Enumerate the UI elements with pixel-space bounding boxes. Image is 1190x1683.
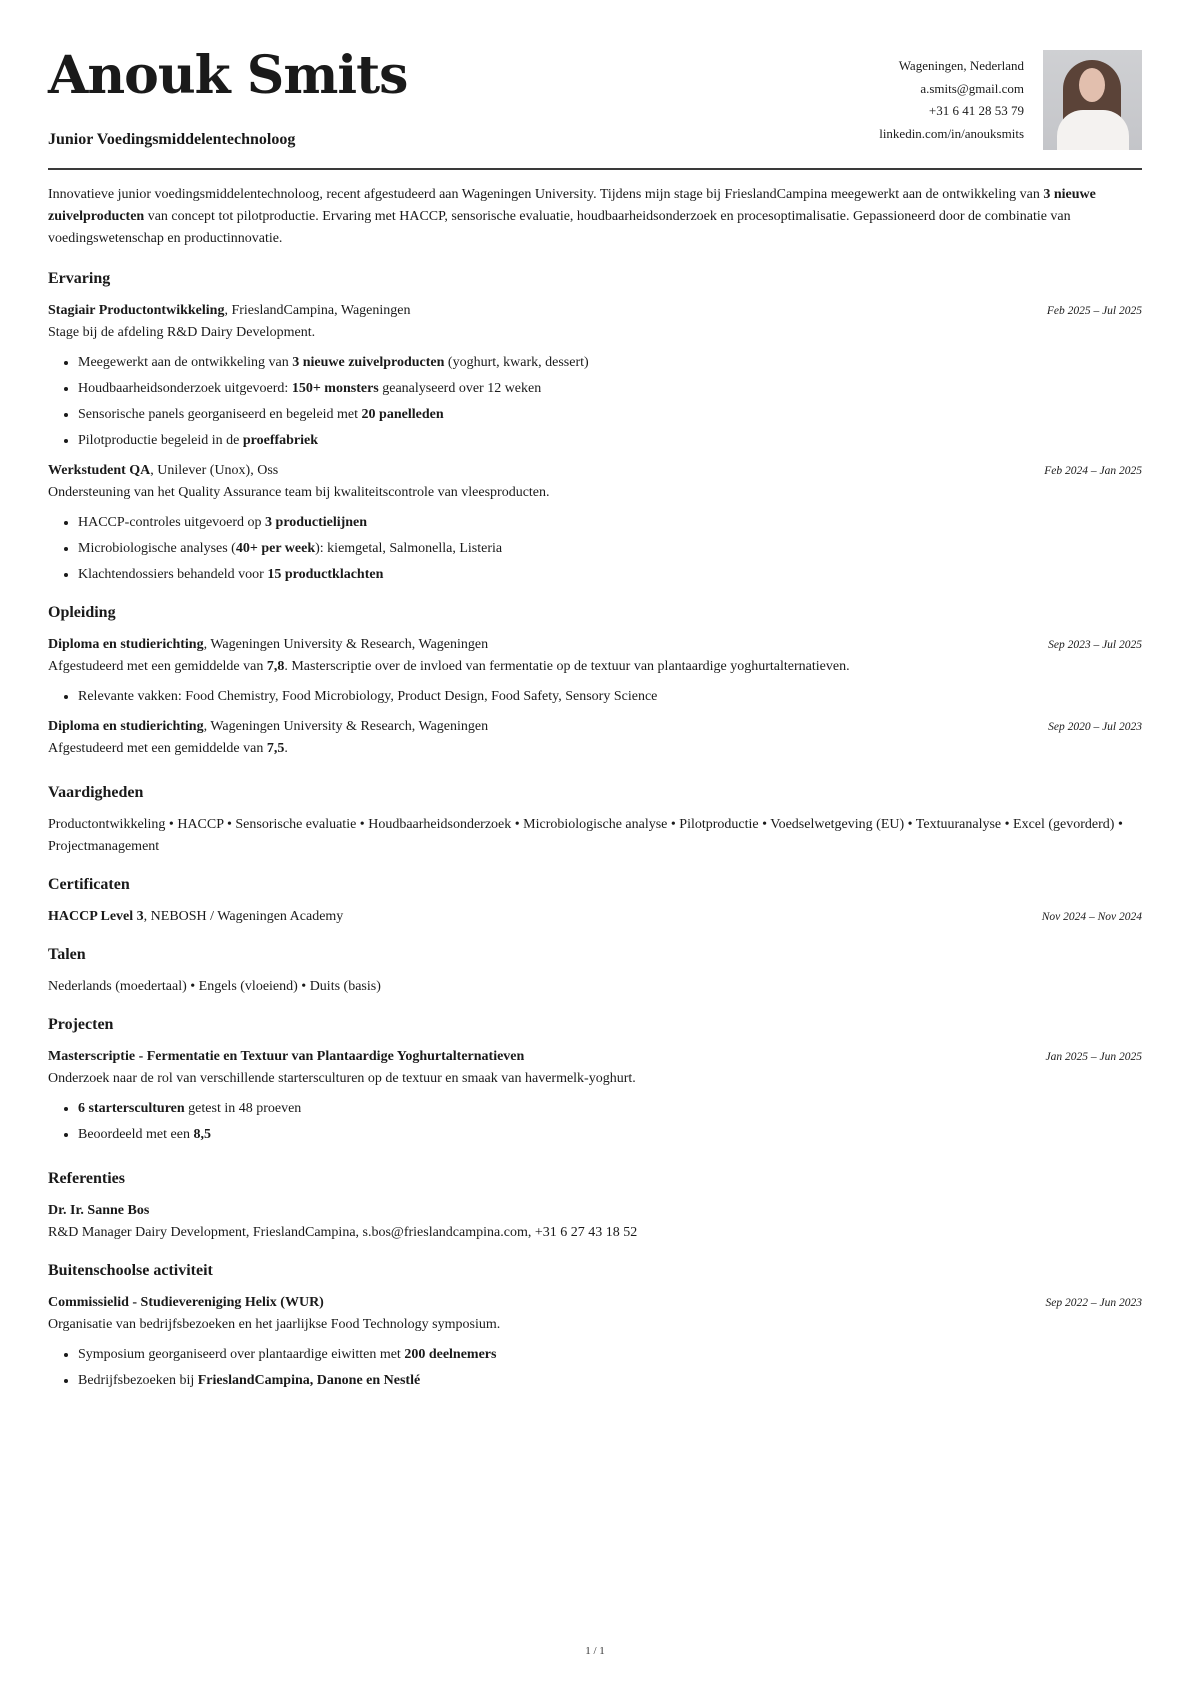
certificate-name: HACCP Level 3 (48, 909, 144, 924)
entry-date: Jan 2025 – Jun 2025 (1045, 1051, 1142, 1063)
section-title: Ervaring (48, 270, 111, 287)
section-title: Projecten (48, 1016, 114, 1033)
contact-linkedin[interactable]: linkedin.com/in/anouksmits (879, 125, 1024, 141)
bullet-item: • Pilotproductie begeleid in de proeffabriek (78, 430, 1142, 452)
certificate-issuer: , NEBOSH / Wageningen Academy (143, 909, 344, 924)
reference-name: Dr. Ir. Sanne Bos (48, 1203, 150, 1218)
section-references (48, 1168, 1142, 1244)
project-name: Masterscriptie - Fermentatie en Textuur van Plantaardige Yoghurtalternatieven (48, 1049, 525, 1064)
bullet-item: • Microbiologische analyses (40+ per week): kiemgetal, Salmonella, Listeria (78, 538, 1142, 560)
entry-bullets (48, 1344, 1142, 1392)
section-projects (48, 1014, 1142, 1146)
entry-date: Nov 2024 – Nov 2024 (1041, 911, 1142, 923)
summary-highlight: 3 nieuwe zuivelproducten (48, 187, 1096, 224)
candidate-name: Anouk Smits (48, 45, 408, 106)
entry-date: Feb 2024 – Jan 2025 (1044, 465, 1142, 477)
section-title: Referenties (48, 1170, 125, 1187)
entry-description: Ondersteuning van het Quality Assurance team bij kwaliteitscontrole van vleesproducten. (48, 485, 550, 500)
contact-block (879, 55, 1024, 145)
summary-text: van concept tot pilotproductie. Ervaring met HACCP, sensorische evaluatie, houdbaarheidsonderzoek en procesoptimalisatie. Gepassioneerd door de combinatie van voedingswetenschap en productinnovatie. (48, 209, 1071, 246)
bullet-item: • Symposium georganiseerd over plantaardige eiwitten met 200 deelnemers (78, 1344, 1142, 1366)
bullet-item: • 6 startersculturen getest in 48 proeven (78, 1098, 1142, 1120)
contact-location: Wageningen, Nederland (898, 58, 1024, 73)
section-title: Opleiding (48, 604, 116, 621)
bullet-item: • HACCP-controles uitgevoerd op 3 productielijnen (78, 512, 1142, 534)
entry-bullets (48, 686, 1142, 708)
photo-face-shape (1079, 68, 1105, 102)
photo-shirt-shape (1057, 110, 1129, 150)
section-skills (48, 782, 1142, 858)
bullet-item: • Relevante vakken: Food Chemistry, Food Microbiology, Product Design, Food Safety, Sensory Science (78, 686, 1142, 708)
header-divider (48, 168, 1142, 170)
education-entry (48, 716, 1142, 760)
section-title: Talen (48, 946, 86, 963)
entry-description: Stage bij de afdeling R&D Dairy Development. (48, 325, 316, 340)
entry-org: , Wageningen University & Research, Wageningen (203, 719, 489, 734)
section-languages (48, 944, 1142, 998)
activity-name: Commissielid - Studievereniging Helix (WUR) (48, 1295, 324, 1310)
page-number: 1 / 1 (585, 1645, 605, 1657)
entry-role: Werkstudent QA (48, 463, 151, 478)
section-title: Buitenschoolse activiteit (48, 1262, 213, 1279)
skills-list: Productontwikkeling • HACCP • Sensorische evaluatie • Houdbaarheidsonderzoek • Microbiologische analyse • Pilotproductie • Voedselwetgeving (EU) • Textuuranalyse • Excel (gevorderd) • Projectmanagement (48, 817, 1123, 854)
entry-degree: Diploma en studierichting (48, 719, 204, 734)
profile-photo (1043, 50, 1142, 150)
section-certificates (48, 874, 1142, 928)
job-title: Junior Voedingsmiddelentechnoloog (48, 131, 296, 148)
entry-role: Stagiair Productontwikkeling (48, 303, 225, 318)
summary-text: Innovatieve junior voedingsmiddelentechnoloog, recent afgestudeerd aan Wageningen University. Tijdens mijn stage bij FrieslandCampina meegewerkt aan de ontwikkeling van (48, 187, 1044, 202)
section-experience (48, 268, 1142, 586)
languages-list: Nederlands (moedertaal) • Engels (vloeiend) • Duits (basis) (48, 979, 381, 994)
reference-details: R&D Manager Dairy Development, FrieslandCampina, s.bos@frieslandcampina.com, +31 6 27 43 18 52 (48, 1225, 638, 1240)
entry-date: Sep 2022 – Jun 2023 (1045, 1297, 1142, 1309)
entry-date: Sep 2023 – Jul 2025 (1048, 639, 1142, 651)
contact-phone: +31 6 41 28 53 79 (928, 103, 1024, 118)
section-extracurricular (48, 1260, 1142, 1392)
section-title: Certificaten (48, 876, 130, 893)
bullet-item: • Beoordeeld met een 8,5 (78, 1124, 1142, 1146)
summary (48, 184, 1142, 250)
entry-description: Afgestudeerd met een gemiddelde van 7,5. (48, 741, 288, 756)
bullet-item: • Bedrijfsbezoeken bij FrieslandCampina, Danone en Nestlé (78, 1370, 1142, 1392)
entry-bullets (48, 352, 1142, 452)
activity-description: Organisatie van bedrijfsbezoeken en het jaarlijkse Food Technology symposium. (48, 1317, 501, 1332)
entry-degree: Diploma en studierichting (48, 637, 204, 652)
resume-page (48, 0, 1142, 1388)
bullet-item: • Klachtendossiers behandeld voor 15 productklachten (78, 564, 1142, 586)
entry-org: , Wageningen University & Research, Wageningen (203, 637, 489, 652)
entry-bullets (48, 512, 1142, 586)
experience-entry (48, 460, 1142, 586)
entry-bullets (48, 1098, 1142, 1146)
section-title: Vaardigheden (48, 784, 144, 801)
education-entry (48, 634, 1142, 708)
bullet-item: • Meegewerkt aan de ontwikkeling van 3 nieuwe zuivelproducten (yoghurt, kwark, dessert) (78, 352, 1142, 374)
resume-content (48, 184, 1142, 1408)
entry-org: , FrieslandCampina, Wageningen (224, 303, 411, 318)
entry-date: Feb 2025 – Jul 2025 (1046, 305, 1142, 317)
entry-org: , Unilever (Unox), Oss (150, 463, 279, 478)
entry-description: Afgestudeerd met een gemiddelde van 7,8. Masterscriptie over de invloed van fermentatie op de textuur van plantaardige yoghurtalternatieven. (48, 659, 850, 674)
contact-email[interactable]: a.smits@gmail.com (920, 80, 1024, 96)
project-description: Onderzoek naar de rol van verschillende startersculturen op de textuur en smaak van havermelk-yoghurt. (48, 1071, 636, 1086)
entry-date: Sep 2020 – Jul 2023 (1048, 721, 1142, 733)
resume-header (48, 0, 1142, 170)
bullet-item: • Sensorische panels georganiseerd en begeleid met 20 panelleden (78, 404, 1142, 426)
section-education (48, 602, 1142, 760)
experience-entry (48, 300, 1142, 452)
bullet-item: • Houdbaarheidsonderzoek uitgevoerd: 150+ monsters geanalyseerd over 12 weken (78, 378, 1142, 400)
